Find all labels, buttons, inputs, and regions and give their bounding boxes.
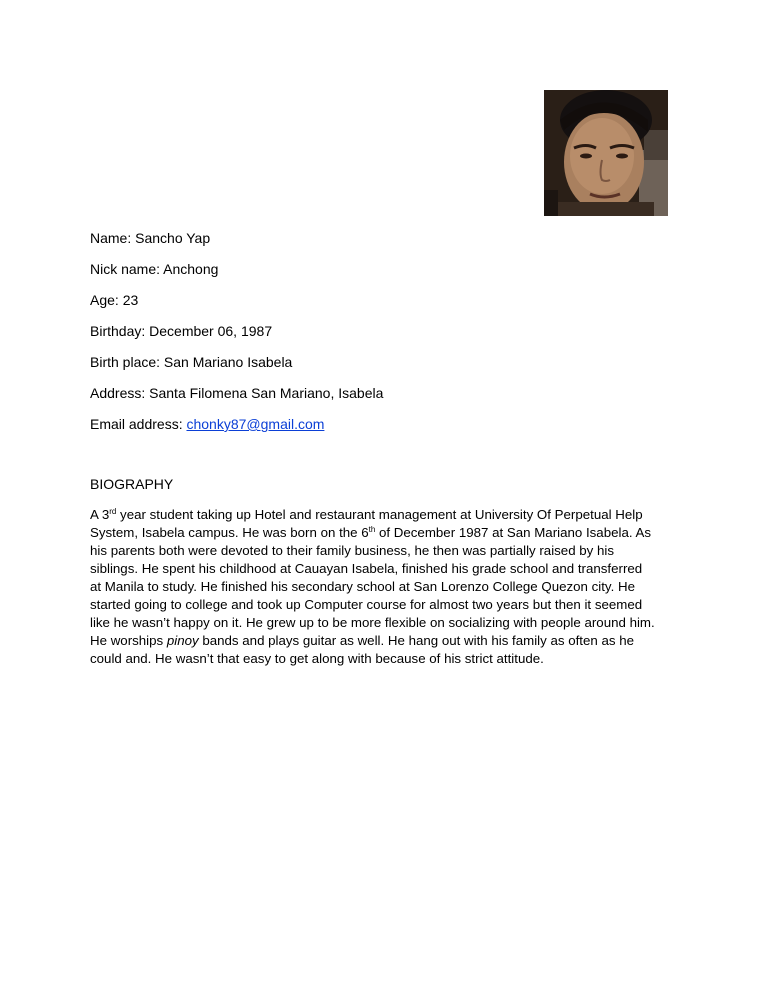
bio-superscript: th [368,525,376,534]
bio-text-segment: of December 1987 at San Mariano Isabela. As [375,525,652,540]
email-label: Email address: [90,416,187,432]
name-field: Name: Sancho Yap [90,230,211,246]
personal-info [90,229,690,446]
biography-heading: BIOGRAPHY [90,476,174,492]
bio-text-segment: bands and plays guitar as well. He hang out with his family as often as he [198,633,635,648]
birthday-field: Birthday: December 06, 1987 [90,323,273,339]
age-field: Age: 23 [90,292,139,308]
nickname-field: Nick name: Anchong [90,261,219,277]
bio-line-6: started going to college and took up Computer course for almost two years but then it seemed [90,597,643,612]
bio-text-segment: System, Isabela campus. He was born on the 6 [90,525,369,540]
bio-line-7: like he wasn’t happy on it. He grew up to be more flexible on socializing with people around him. [90,615,655,630]
bio-text-segment: year student taking up Hotel and restaurant management at University Of Perpetual Help [116,507,643,522]
bio-superscript: rd [109,507,117,516]
bio-line-5: at Manila to study. He finished his secondary school at San Lorenzo College Quezon city. He [90,579,635,594]
email-field [90,415,690,433]
bio-line-1 [90,506,682,524]
profile-photo [544,90,668,216]
bio-italic-word: pinoy [166,633,199,648]
bio-line-2 [90,524,682,542]
bio-line-9: could and. He wasn’t that easy to get along with because of his strict attitude. [90,651,544,666]
bio-line-3: his parents both were devoted to their family business, he then was partially raised by his [90,543,615,558]
bio-text-segment: A 3 [90,507,110,522]
bio-text-segment: He worships [90,633,167,648]
biography-paragraph [90,506,682,668]
birthplace-field: Birth place: San Mariano Isabela [90,354,293,370]
email-link[interactable]: chonky87@gmail.com [186,416,325,432]
bio-line-4: siblings. He spent his childhood at Cauayan Isabela, finished his grade school and transferred [90,561,643,576]
address-field: Address: Santa Filomena San Mariano, Isabela [90,385,384,401]
bio-line-8 [90,632,682,650]
person-portrait-icon [544,90,668,216]
